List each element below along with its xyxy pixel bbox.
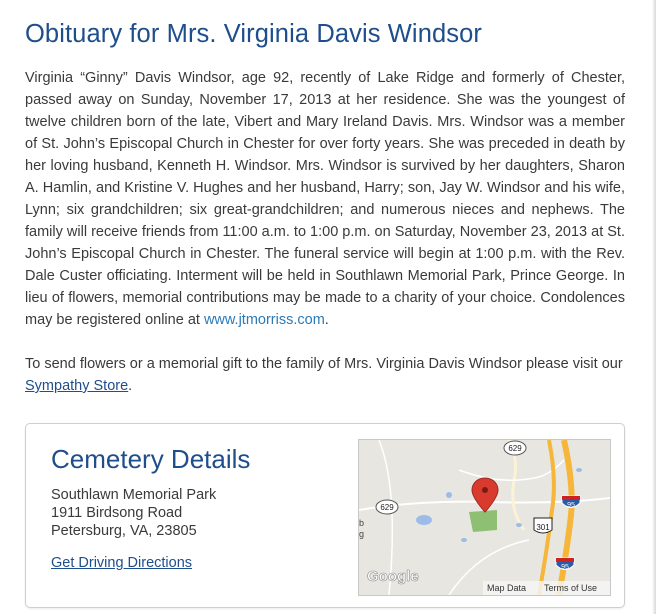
map-water [446, 492, 452, 498]
route-95-label: 95 [561, 564, 569, 571]
cemetery-address [51, 486, 216, 540]
flowers-period: . [128, 378, 133, 394]
map-water [416, 515, 432, 525]
terms-of-use-link[interactable]: Terms of Use [544, 583, 598, 593]
driving-directions-link[interactable]: Get Driving Directions [51, 555, 193, 571]
map-water [576, 468, 582, 472]
cemetery-name: Southlawn Memorial Park [51, 487, 217, 503]
google-logo: Google [367, 568, 419, 585]
map-data-link[interactable]: Map Data [487, 583, 527, 593]
route-95-label: 95 [567, 502, 575, 509]
route-629-label: 629 [508, 444, 522, 453]
route-301-shield [534, 518, 552, 533]
cemetery-details-box [25, 423, 625, 608]
map-edge-label: b [359, 518, 365, 528]
sympathy-store-link[interactable]: Sympathy Store [25, 378, 129, 394]
cemetery-map[interactable] [358, 439, 611, 596]
obituary-text [25, 67, 625, 331]
route-629-shield-top [504, 441, 526, 455]
cemetery-heading: Cemetery Details [51, 444, 251, 474]
flowers-sentence: To send flowers or a memorial gift to the family of Mrs. Virginia Davis Windsor please visit our [25, 356, 623, 372]
flowers-text [25, 353, 625, 397]
map-park-area [469, 510, 497, 532]
page-edge-shadow [652, 0, 656, 614]
map-water [461, 538, 467, 542]
route-301-label: 301 [536, 523, 550, 532]
cemetery-street: 1911 Birdsong Road [51, 505, 183, 521]
obituary-period: . [324, 312, 329, 328]
website-link[interactable]: www.jtmorriss.com [203, 312, 325, 328]
map-edge-label: g [359, 529, 365, 539]
cemetery-city: Petersburg, VA, 23805 [51, 523, 197, 539]
obituary-paragraph: Virginia “Ginny” Davis Windsor, age 92, recently of Lake Ridge and formerly of Chester, passed away on Sunday, November 17, 2013 at her residence. She was the youngest of twelve children born of the late, Vibert and Mary Ireland Davis. Mrs. Windsor was a member of St. John’s Episcopal Church in Chester for over forty years. She was preceded in death by her loving husband, Kenneth H. Windsor. Mrs. Windsor is survived by her daughters, Sharon A. Hamlin, and Kristine V. Hughes and her husband, Harry; son, Jay W. Windsor and his wife, Lynn; six grandchildren; six great-grandchildren; and numerous nieces and nephews. The family will receive friends from 11:00 a.m. to 1:00 p.m. on Saturday, November 23, 2013 at St. John’s Episcopal Church in Chester. The funeral service will begin at 1:00 p.m. with the Rev. Dale Custer officiating. Interment will be held in Southlawn Memorial Park, Prince George. In lieu of flowers, memorial contributions may be made to a charity of your choice. Condolences may be registered online at [25, 70, 625, 328]
route-629-shield-left [376, 500, 398, 514]
route-629-label: 629 [380, 503, 394, 512]
map-water [516, 523, 522, 527]
page-title: Obituary for Mrs. Virginia Davis Windsor [25, 20, 482, 48]
map-canvas[interactable] [359, 440, 610, 595]
